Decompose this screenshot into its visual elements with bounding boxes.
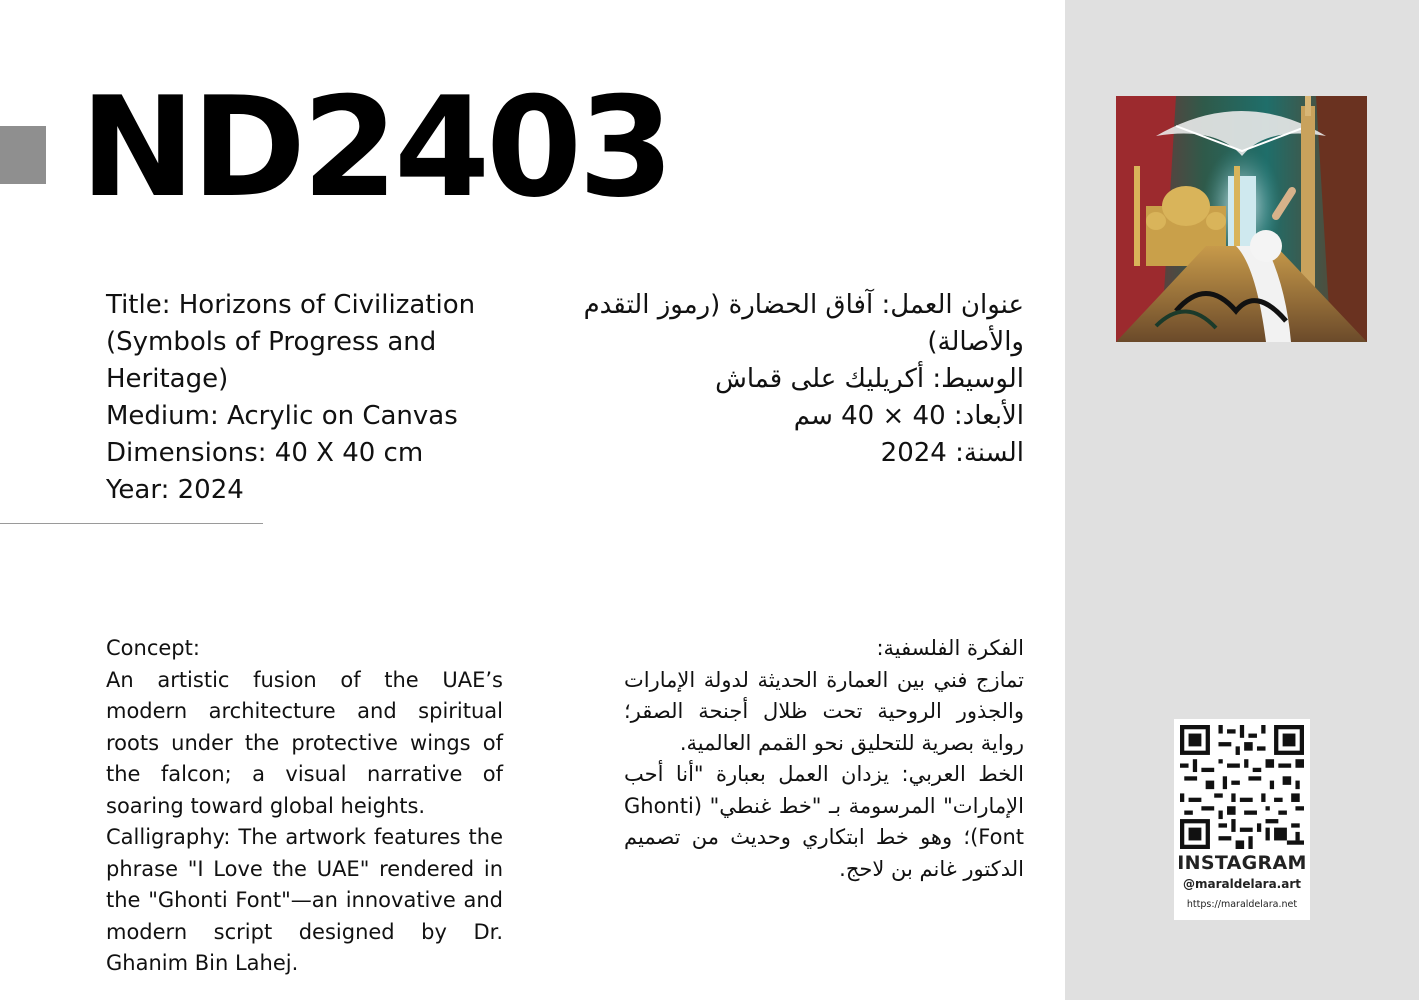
artwork-info-arabic xyxy=(540,287,1024,472)
title-en: Title: Horizons of Civilization (Symbols of Progress and Heritage) xyxy=(106,290,476,394)
instagram-label: INSTAGRAM xyxy=(1177,852,1307,874)
artwork-info-english xyxy=(106,287,526,509)
qr-code-icon[interactable] xyxy=(1180,725,1304,849)
dimensions-ar: الأبعاد: 40 × 40 سم xyxy=(793,401,1024,431)
concept-text-ar: تمازج فني بين العمارة الحديثة لدولة الإمارات والجذور الروحية تحت ظلال أجنحة الصقر؛ رواية بصرية للتحليق نحو القمم العالمية. xyxy=(624,667,1024,755)
website-url[interactable]: https://maraldelara.net xyxy=(1186,899,1298,910)
section-divider xyxy=(0,523,263,524)
title-ar: عنوان العمل: آفاق الحضارة (رموز التقدم والأصالة) xyxy=(583,290,1024,357)
instagram-qr-card[interactable] xyxy=(1174,719,1310,920)
year-en: Year: 2024 xyxy=(106,475,244,505)
catalog-code: ND2403 xyxy=(80,67,671,228)
medium-en: Medium: Acrylic on Canvas xyxy=(106,401,458,431)
artwork-painting-icon xyxy=(1116,96,1367,342)
concept-heading-ar: الفكرة الفلسفية: xyxy=(876,636,1024,660)
instagram-handle[interactable]: @maraldelara.art xyxy=(1183,877,1301,891)
concept-text-en: An artistic fusion of the UAE’s modern architecture and spiritual roots under the protective wings of the falcon; a visual narrative of soaring toward global heights. xyxy=(106,667,503,818)
medium-ar: الوسيط: أكريليك على قماش xyxy=(715,364,1024,394)
grey-marker-tab xyxy=(0,126,46,184)
concept-arabic xyxy=(624,633,1024,885)
calligraphy-text-ar: الخط العربي: يزدان العمل بعبارة "أنا أحب الإمارات" المرسومة بـ "خط غنطي" (Ghonti Font)؛ وهو خط ابتكاري وحديث من تصميم الدكتور غانم بن لاحج. xyxy=(624,762,1024,881)
year-ar: السنة: 2024 xyxy=(880,438,1024,468)
dimensions-en: Dimensions: 40 X 40 cm xyxy=(106,438,424,468)
concept-heading-en: Concept: xyxy=(106,636,200,660)
calligraphy-text-en: Calligraphy: The artwork features the phrase "I Love the UAE" rendered in the "Ghonti Font"—an innovative and modern script designed by Dr. Ghanim Bin Lahej. xyxy=(106,825,503,975)
concept-english xyxy=(106,633,503,980)
artwork-thumbnail xyxy=(1116,96,1367,342)
